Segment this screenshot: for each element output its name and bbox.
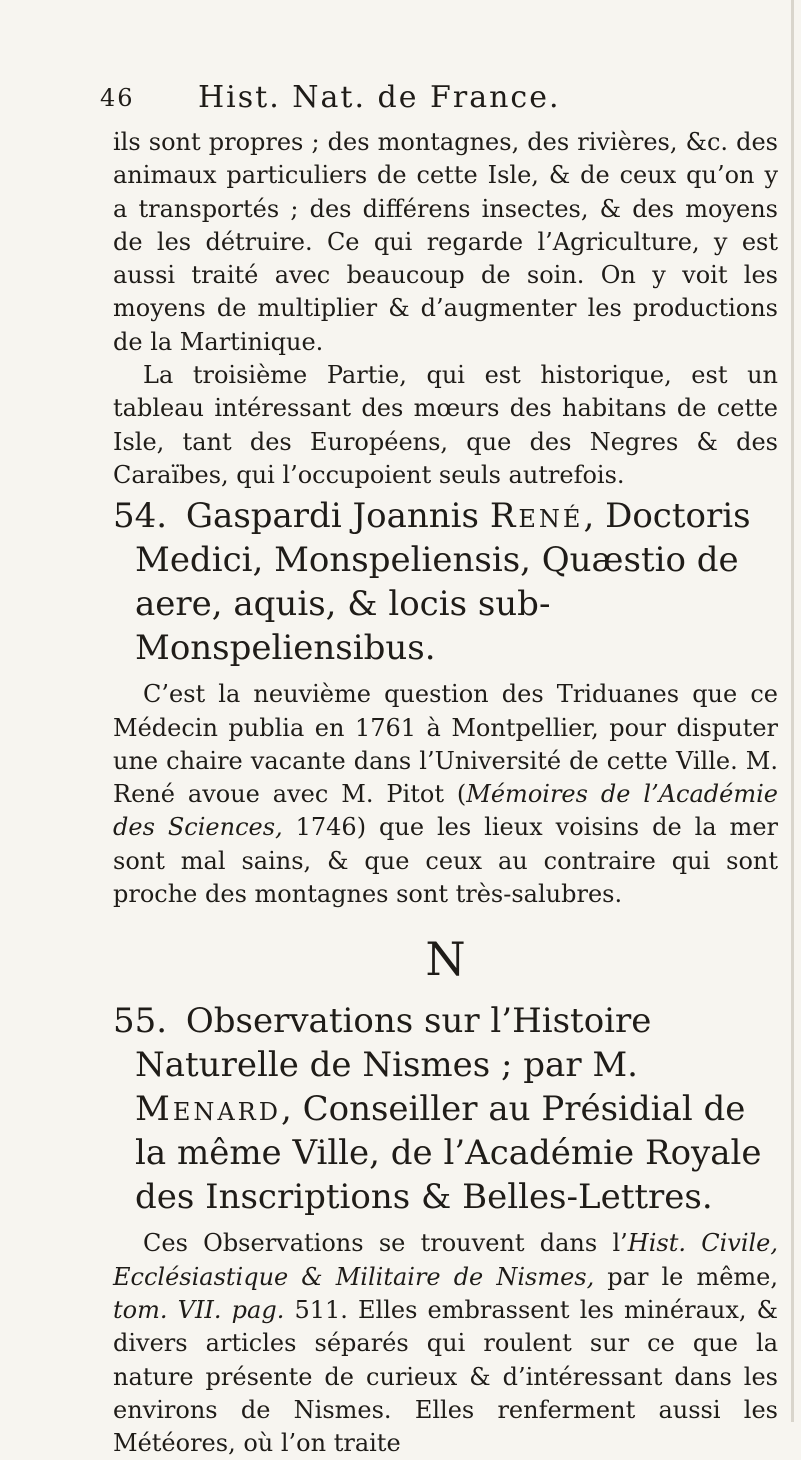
entry-55-title-end: , Conseiller au Présidial de la même Ville, de l’Académie Royale des Inscriptions & Belles-Lettres. <box>135 1089 762 1218</box>
entry-54-reference: Mémoires de l’Académie des Sciences, <box>113 780 778 842</box>
entry-55-text-1: Ces Observations se trouvent dans l’ <box>143 1229 628 1258</box>
entry-54-text-2: 1746) que les lieux voisins de la mer sont mal sains, & que ceux au contraire qui sont proche des montagnes sont très-salubres. <box>113 813 778 909</box>
entry-55-heading <box>113 999 778 1219</box>
entry-54-title-end: , Doctoris Medici, Monspeliensis, Quæstio de aere, aquis, & locis sub-Monspeliensibus. <box>135 496 751 669</box>
page-header <box>100 80 720 120</box>
entry-55-description <box>113 1227 778 1460</box>
running-title: Hist. Nat. de France. <box>198 80 561 115</box>
paragraph-continuation: ils sont propres ; des montagnes, des rivières, &c. des animaux particuliers de cette Isle, & de ceux qu’on y a transportés ; des différens insectes, & des moyens de les détruire. Ce qui regarde l’Agriculture, y est aussi traité avec beaucoup de soin. On y voit les moyens de multiplier & d’augmenter les productions de la Martinique. <box>113 128 778 356</box>
entry-55-tome-page: tom. VII. pag. <box>113 1295 285 1324</box>
entry-54-text-1: C’est la neuvième question des Triduanes que ce Médecin publia en 1761 à Montpellier, pour disputer une chaire vacante dans l’Université de cette Ville. M. René avoue avec M. Pitot ( <box>113 680 778 809</box>
page-edge <box>791 0 794 1422</box>
entry-54-heading <box>113 494 778 670</box>
entry-55-title-start: Observations sur l’Histoire Naturelle de Nismes ; par M. <box>135 1001 652 1086</box>
paragraph-third-part: La troisième Partie, qui est historique, est un tableau intéressant des mœurs des habitans de cette Isle, tant des Européens, que des Negres & des Caraïbes, qui l’occupoient seuls autrefois. <box>113 361 778 489</box>
entry-55-author: Menard <box>135 1089 281 1130</box>
entry-54-number: 54. <box>113 496 168 537</box>
section-letter: N <box>425 932 466 987</box>
entry-54-title-start: Gaspardi Joannis <box>185 496 479 537</box>
entry-55-text-2: par le même, <box>594 1262 778 1291</box>
entry-55-text-3: 511. Elles embrassent les minéraux, & divers articles séparés qui roulent sur ce que la nature présente de curieux & d’intéressant dans les environs de Nismes. Elles renferment aussi les Météores, où l’on traite <box>113 1295 779 1458</box>
entry-54-description <box>113 678 778 911</box>
page-body <box>113 126 778 1460</box>
entry-55-reference: Hist. Civile, Ecclésiastique & Militaire de Nismes, <box>113 1229 778 1291</box>
entry-54-author: René <box>489 496 584 537</box>
page-number: 46 <box>100 84 135 112</box>
entry-55-number: 55. <box>113 1001 168 1042</box>
